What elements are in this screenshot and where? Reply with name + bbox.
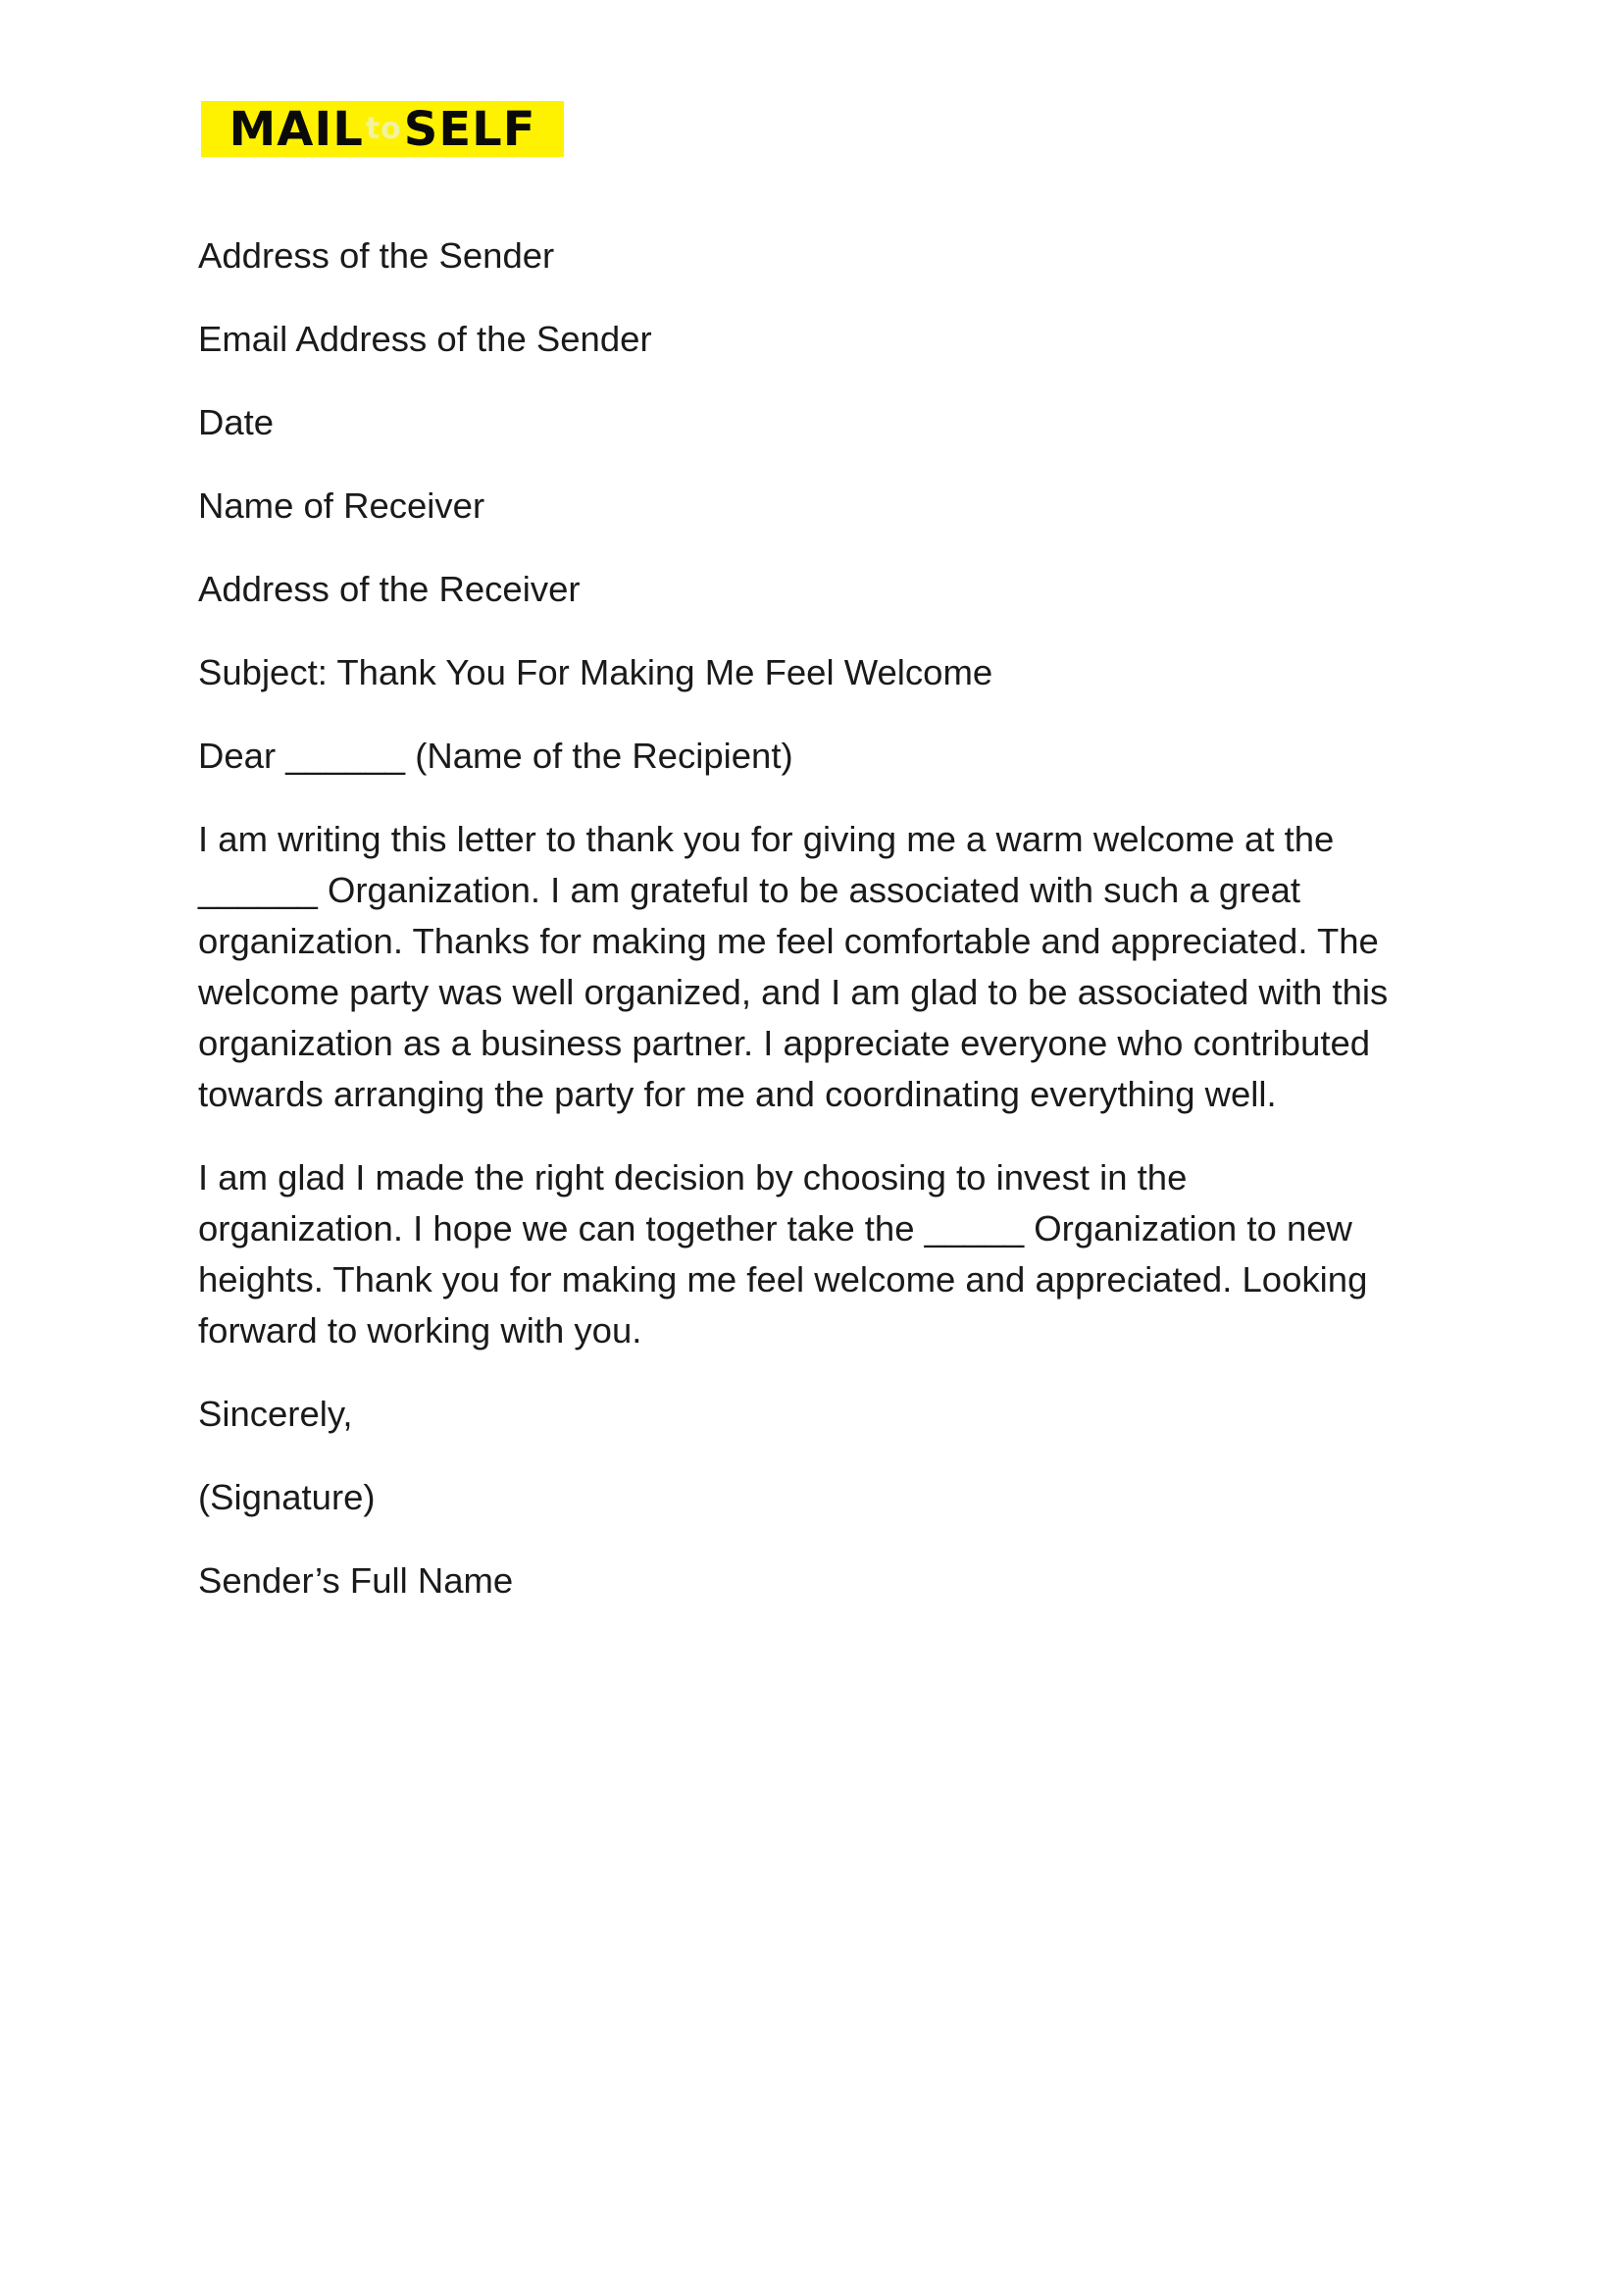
paragraph-line: I am glad I made the right decision by choosing to invest in the: [198, 1157, 1188, 1198]
sign-off: Sincerely,: [198, 1394, 353, 1434]
paragraph-line: organization. I hope we can together take the _____ Organization to new: [198, 1208, 1352, 1249]
mailtoself-logo: [201, 101, 564, 157]
receiver-name: Name of Receiver: [198, 485, 485, 526]
logo-text-self: SELF: [403, 101, 536, 157]
salutation: Dear ______ (Name of the Recipient): [198, 736, 793, 776]
letter-body: [198, 230, 1463, 1639]
letter-date: Date: [198, 402, 275, 442]
paragraph-line: ______ Organization. I am grateful to be associated with such a great: [198, 870, 1301, 910]
paragraph-line: I am writing this letter to thank you for giving me a warm welcome at the: [198, 819, 1335, 859]
body-paragraph-2: [198, 1152, 1463, 1356]
logo-text-mail: MAIL: [228, 101, 364, 157]
receiver-address: Address of the Receiver: [198, 569, 581, 609]
sender-email: Email Address of the Sender: [198, 319, 652, 359]
paragraph-line: heights. Thank you for making me feel welcome and appreciated. Looking: [198, 1259, 1368, 1300]
logo-text-to: to: [365, 111, 402, 146]
paragraph-line: welcome party was well organized, and I am glad to be associated with this: [198, 972, 1389, 1012]
sender-full-name: Sender’s Full Name: [198, 1560, 514, 1601]
sender-address: Address of the Sender: [198, 235, 555, 276]
paragraph-line: organization. Thanks for making me feel comfortable and appreciated. The: [198, 921, 1379, 961]
paragraph-line: towards arranging the party for me and coordinating everything well.: [198, 1074, 1277, 1114]
body-paragraph-1: [198, 814, 1463, 1120]
paragraph-line: organization as a business partner. I appreciate everyone who contributed: [198, 1023, 1371, 1063]
subject-line: Subject: Thank You For Making Me Feel Welcome: [198, 652, 993, 692]
paragraph-line: forward to working with you.: [198, 1310, 642, 1351]
signature-placeholder: (Signature): [198, 1477, 376, 1517]
